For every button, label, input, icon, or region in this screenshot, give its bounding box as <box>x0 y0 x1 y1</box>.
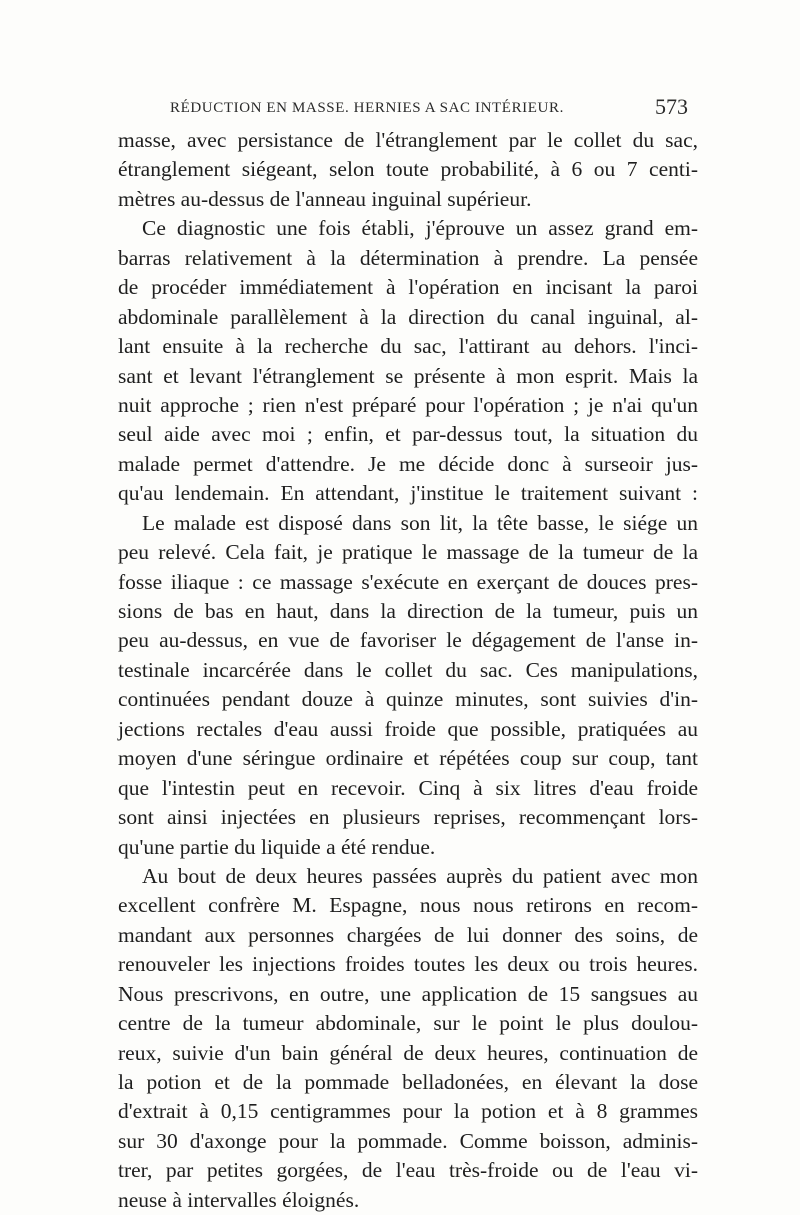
text-line: trer, par petites gorgées, de l'eau très-froide ou de l'eau vi- <box>118 1158 698 1183</box>
text-line: continuées pendant douze à quinze minutes, sont suivies d'in- <box>118 687 698 712</box>
text-line: sont ainsi injectées en plusieurs reprises, recommençant lors- <box>118 805 698 830</box>
text-line: nuit approche ; rien n'est préparé pour l'opération ; je n'ai qu'un <box>118 392 698 417</box>
text-line: barras relativement à la détermination à prendre. La pensée <box>118 245 698 270</box>
text-line: qu'une partie du liquide a été rendue. <box>118 834 436 859</box>
text-line: sions de bas en haut, dans la direction de la tumeur, puis un <box>118 599 698 623</box>
text-line: abdominale parallèlement à la direction du canal inguinal, al- <box>118 304 698 329</box>
text-line: Le malade est disposé dans son lit, la tête basse, le siége un <box>142 510 698 535</box>
running-title: RÉDUCTION EN MASSE. HERNIES A SAC INTÉRIEUR. <box>170 100 564 116</box>
text-line: la potion et de la pommade belladonées, en élevant la dose <box>118 1070 698 1094</box>
text-line: sant et levant l'étranglement se présente à mon esprit. Mais la <box>118 363 698 388</box>
text-line: jections rectales d'eau aussi froide que possible, pratiquées au <box>118 716 698 741</box>
text-line: peu relevé. Cela fait, je pratique le massage de la tumeur de la <box>118 540 698 565</box>
text-line: lant ensuite à la recherche du sac, l'attirant au dehors. l'inci- <box>118 334 698 359</box>
text-line: Ce diagnostic une fois établi, j'éprouve un assez grand em- <box>142 216 698 241</box>
text-line: neuse à intervalles éloignés. <box>118 1187 360 1212</box>
text-line: Nous prescrivons, en outre, une application de 15 sangsues au <box>118 981 698 1006</box>
text-line: Au bout de deux heures passées auprès du patient avec mon <box>142 863 698 888</box>
text-line: excellent confrère M. Espagne, nous nous retirons en recom- <box>118 893 698 918</box>
text-line: testinale incarcérée dans le collet du sac. Ces manipulations, <box>118 657 698 682</box>
text-line: qu'au lendemain. En attendant, j'institue le traitement suivant : <box>118 481 698 506</box>
text-line: fosse iliaque : ce massage s'exécute en exerçant de douces pres- <box>118 569 698 594</box>
text-line: malade permet d'attendre. Je me décide donc à surseoir jus- <box>118 451 698 476</box>
text-line: seul aide avec moi ; enfin, et par-dessus tout, la situation du <box>118 422 698 447</box>
text-line: étranglement siégeant, selon toute probabilité, à 6 ou 7 centi- <box>118 157 698 182</box>
text-line: reux, suivie d'un bain général de deux heures, continuation de <box>118 1040 698 1065</box>
body-text <box>118 126 698 1215</box>
text-line: de procéder immédiatement à l'opération en incisant la paroi <box>118 275 698 300</box>
text-line: que l'intestin peut en recevoir. Cinq à six litres d'eau froide <box>118 775 698 800</box>
text-line: centre de la tumeur abdominale, sur le point le plus doulou- <box>118 1011 698 1036</box>
text-line: renouveler les injections froides toutes les deux ou trois heures. <box>118 952 698 977</box>
page-number: 573 <box>655 94 688 119</box>
text-line: sur 30 d'axonge pour la pommade. Comme boisson, adminis- <box>118 1128 698 1153</box>
text-line: peu au-dessus, en vue de favoriser le dégagement de l'anse in- <box>118 628 698 653</box>
text-line: mandant aux personnes chargées de lui donner des soins, de <box>118 922 698 947</box>
text-line: moyen d'une séringue ordinaire et répétées coup sur coup, tant <box>118 746 698 771</box>
text-line: masse, avec persistance de l'étranglement par le collet du sac, <box>118 128 698 152</box>
text-line: mètres au-dessus de l'anneau inguinal supérieur. <box>118 186 532 211</box>
running-head <box>118 94 688 124</box>
text-line: d'extrait à 0,15 centigrammes pour la potion et à 8 grammes <box>118 1099 698 1124</box>
